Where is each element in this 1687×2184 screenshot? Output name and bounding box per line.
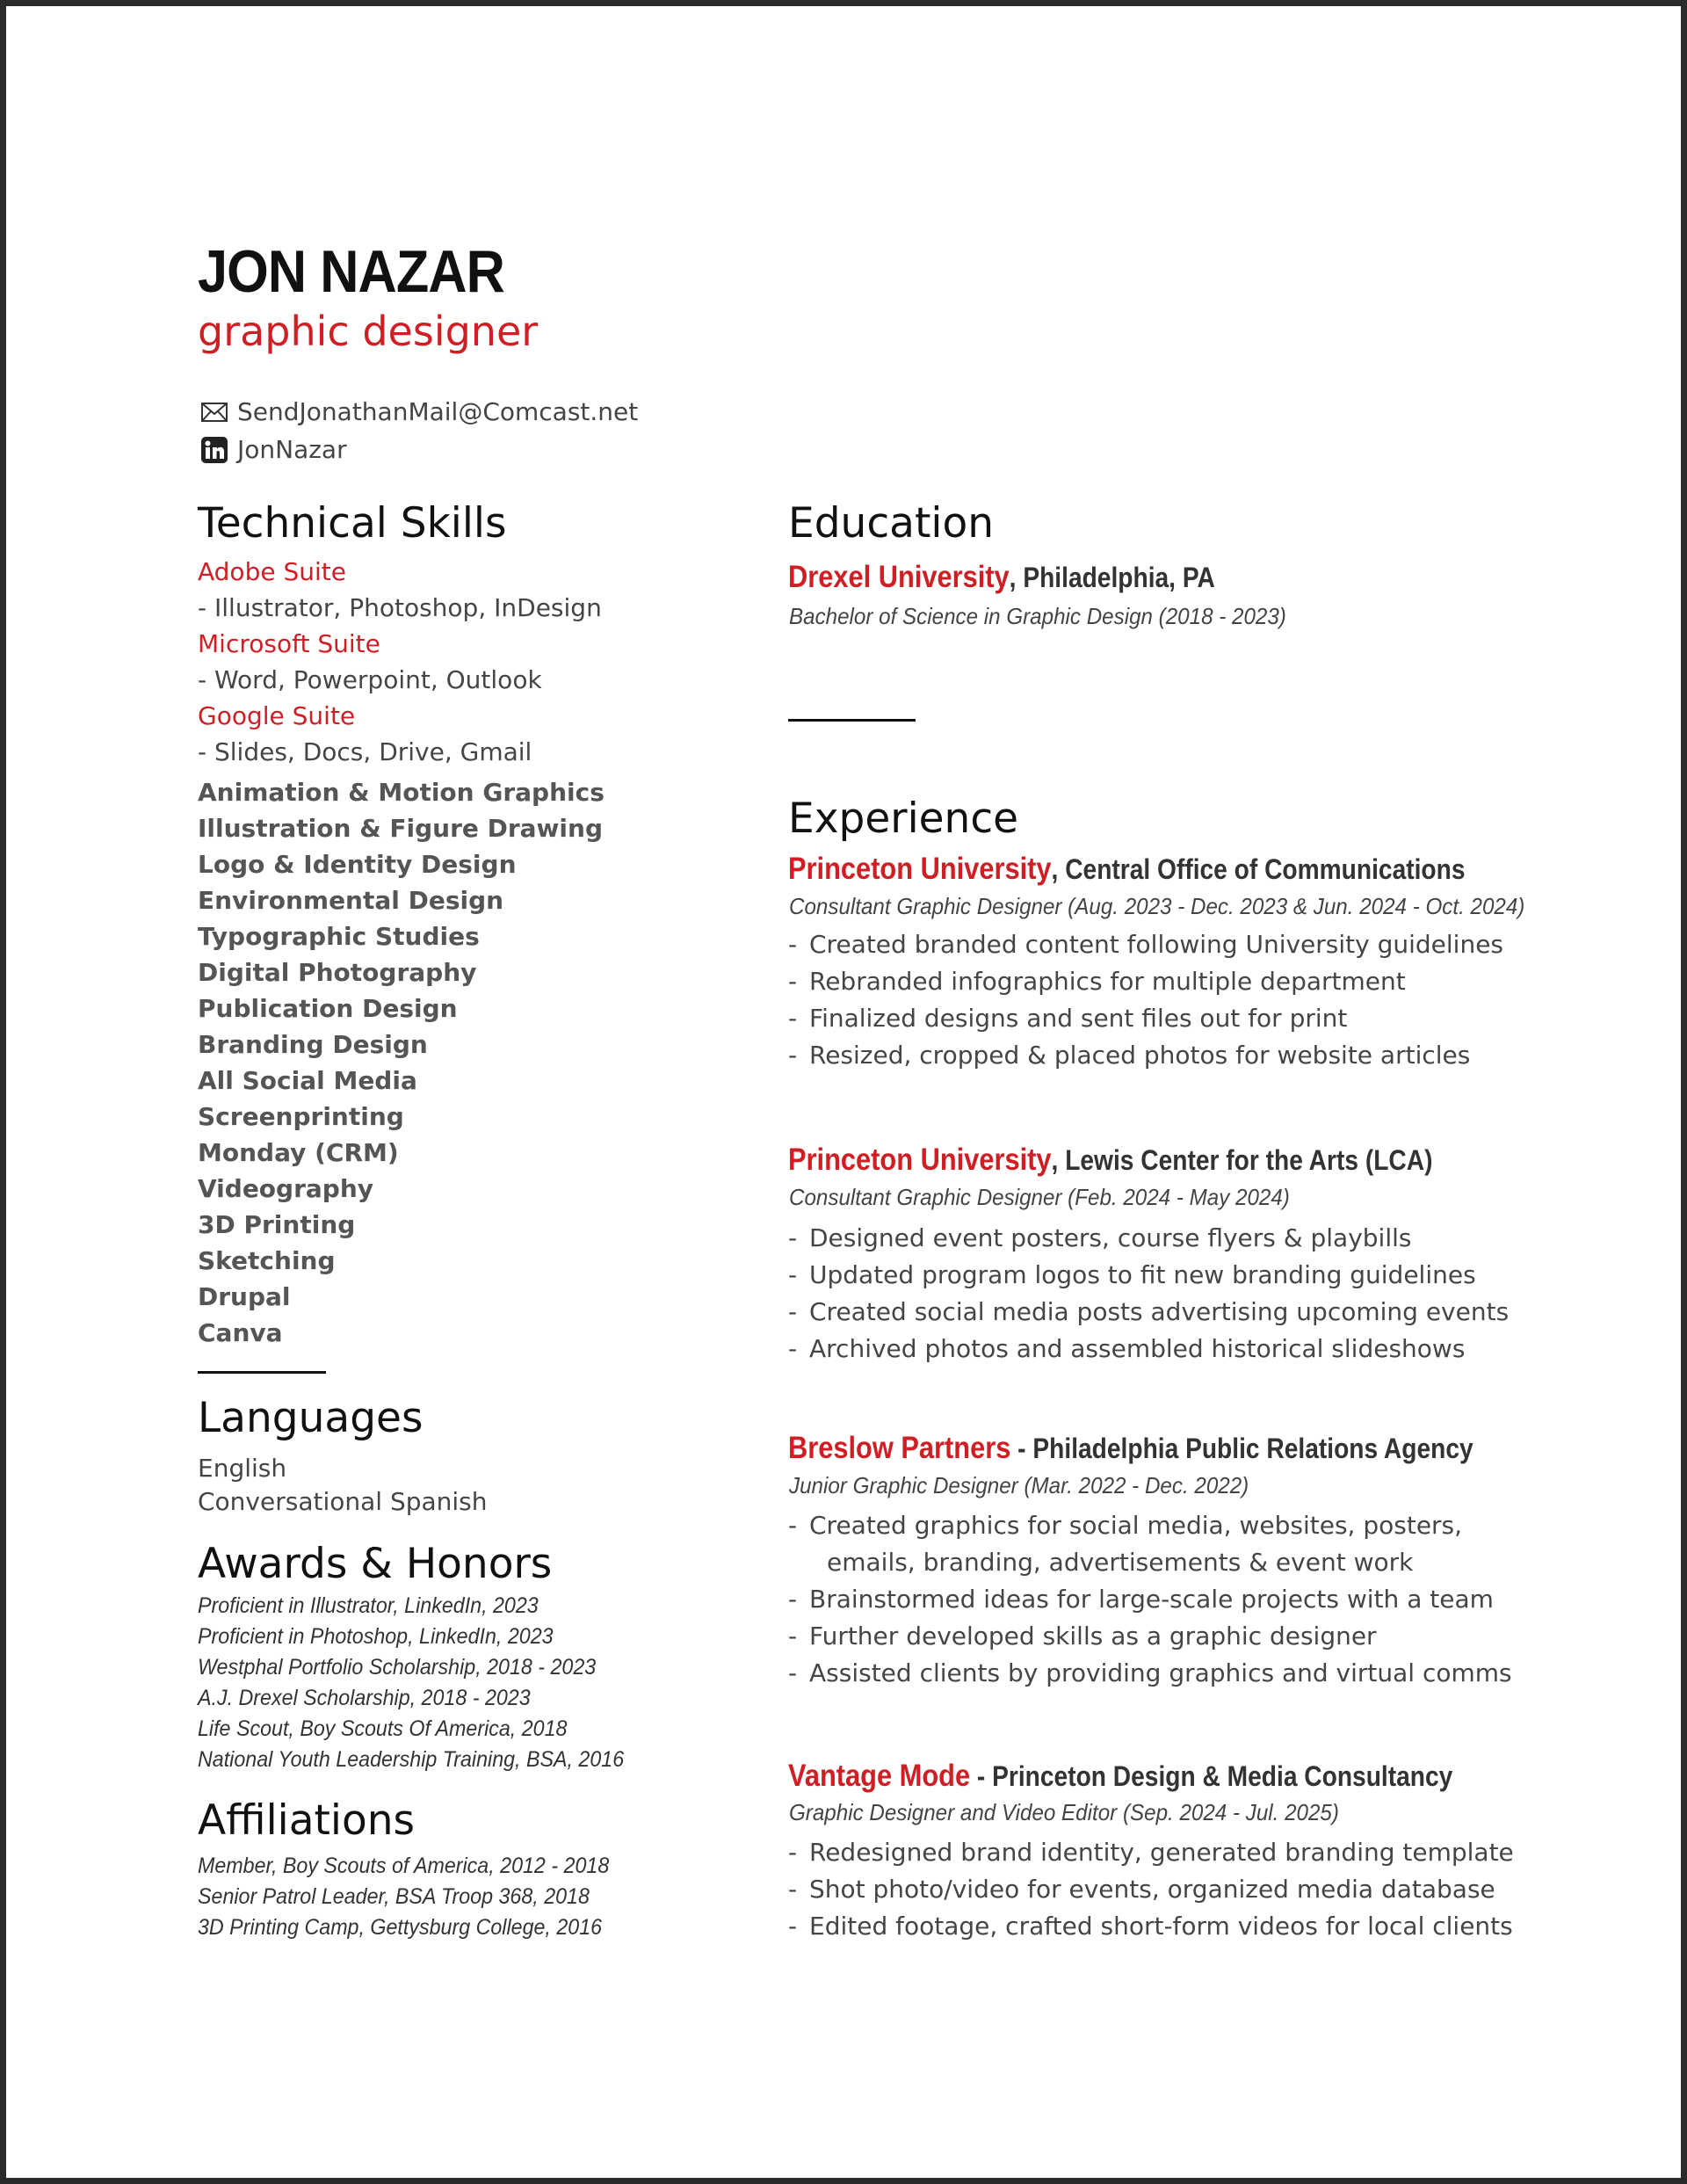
affiliations-list [198,1853,641,1945]
list-item: - Edited footage, crafted short-form videos for local clients [788,1912,1513,1941]
education-degree: Bachelor of Science in Graphic Design (2018 - 2023) [789,603,1286,629]
list-item: National Youth Leadership Training, BSA, 2016 [198,1747,625,1772]
awards-heading: Awards & Honors [198,1540,553,1588]
email-contact[interactable] [200,397,638,426]
job-2-bullets [788,1223,1509,1371]
list-item: - Archived photos and assembled historical slideshows [788,1334,1466,1363]
list-item: - Resized, cropped & placed photos for website articles [788,1041,1471,1070]
job-3-title [788,1431,1473,1466]
skill-category-google-items: - Slides, Docs, Drive, Gmail [198,737,532,766]
section-divider [198,1371,326,1374]
skills-list [198,779,605,1355]
list-item: Videography [198,1174,374,1203]
mail-icon [200,399,228,425]
job-1-dates: Consultant Graphic Designer (Aug. 2023 - Dec. 2023 & Jun. 2024 - Oct. 2024) [789,893,1525,919]
linkedin-contact[interactable] [200,435,347,464]
list-item: Digital Photography [198,958,477,987]
skill-category-adobe-items: - Illustrator, Photoshop, InDesign [198,593,602,622]
school-location: , Philadelphia, PA [1009,562,1215,593]
list-item: Canva [198,1318,283,1347]
job-2-detail: , Lewis Center for the Arts (LCA) [1051,1144,1433,1176]
experience-heading: Experience [788,795,1019,843]
language-english: English [198,1454,287,1483]
list-item: - Created branded content following University guidelines [788,930,1504,959]
list-item: - Assisted clients by providing graphics and virtual comms [788,1658,1512,1687]
list-item: Environmental Design [198,886,504,915]
section-divider [788,719,916,722]
list-item: A.J. Drexel Scholarship, 2018 - 2023 [198,1686,531,1710]
list-item: Member, Boy Scouts of America, 2012 - 2018 [198,1854,610,1878]
list-item: - Shot photo/video for events, organized media database [788,1875,1495,1904]
list-item: All Social Media [198,1066,417,1095]
job-1-title [788,852,1465,887]
list-item: Senior Patrol Leader, BSA Troop 368, 2018 [198,1884,590,1909]
skill-category-adobe: Adobe Suite [198,557,346,586]
list-item: - Brainstormed ideas for large-scale projects with a team [788,1585,1494,1614]
candidate-role: graphic designer [198,308,539,355]
list-item: - Updated program logos to fit new branding guidelines [788,1260,1476,1289]
job-3-dates: Junior Graphic Designer (Mar. 2022 - Dec. 2022) [789,1472,1249,1498]
job-2-org: Princeton University [788,1143,1052,1177]
skill-category-microsoft-items: - Word, Powerpoint, Outlook [198,665,542,694]
language-spanish: Conversational Spanish [198,1487,488,1516]
job-2-title [788,1143,1432,1178]
list-item: - Rebranded infographics for multiple department [788,967,1406,996]
list-item: Drupal [198,1282,291,1311]
job-2-dates: Consultant Graphic Designer (Feb. 2024 - May 2024) [789,1184,1290,1210]
technical-skills-heading: Technical Skills [198,499,507,548]
list-item: Screenprinting [198,1102,404,1131]
job-4-detail: - Princeton Design & Media Consultancy [970,1760,1453,1792]
linkedin-icon [200,437,228,463]
list-item: - Finalized designs and sent files out for print [788,1004,1348,1033]
list-item: - Redesigned brand identity, generated branding template [788,1838,1514,1867]
job-3-org: Breslow Partners [788,1431,1011,1465]
job-3-bullets [788,1511,1512,1695]
job-4-org: Vantage Mode [788,1759,971,1793]
awards-list [198,1593,656,1777]
list-item: Animation & Motion Graphics [198,778,605,807]
list-item: Publication Design [198,994,458,1023]
skill-category-microsoft: Microsoft Suite [198,629,380,658]
list-item: - Created graphics for social media, websites, posters, [788,1511,1463,1540]
candidate-name: JON NAZAR [198,238,504,305]
list-item: Proficient in Illustrator, LinkedIn, 2023 [198,1593,539,1618]
list-item: Proficient in Photoshop, LinkedIn, 2023 [198,1624,554,1649]
list-item: Westphal Portfolio Scholarship, 2018 - 2023 [198,1655,597,1680]
list-item: emails, branding, advertisements & event work [827,1548,1414,1577]
list-item: 3D Printing Camp, Gettysburg College, 2016 [198,1915,603,1940]
job-1-org: Princeton University [788,852,1052,886]
skill-category-google: Google Suite [198,701,356,730]
list-item: Illustration & Figure Drawing [198,814,604,843]
list-item: - Further developed skills as a graphic designer [788,1622,1377,1651]
job-4-dates: Graphic Designer and Video Editor (Sep. 2024 - Jul. 2025) [789,1799,1339,1825]
linkedin-text: JonNazar [237,435,347,464]
list-item: - Designed event posters, course flyers & playbills [788,1223,1412,1252]
email-text: SendJonathanMail@Comcast.net [237,397,639,426]
job-4-bullets [788,1838,1514,1948]
affiliations-heading: Affiliations [198,1796,416,1845]
languages-heading: Languages [198,1394,424,1442]
list-item: - Created social media posts advertising upcoming events [788,1297,1510,1326]
education-school [788,560,1215,595]
education-heading: Education [788,499,994,548]
job-4-title [788,1759,1452,1794]
list-item: Logo & Identity Design [198,850,517,879]
list-item: Typographic Studies [198,922,480,951]
list-item: Branding Design [198,1030,428,1059]
list-item: Life Scout, Boy Scouts Of America, 2018 [198,1716,568,1741]
list-item: Sketching [198,1246,336,1275]
list-item: Monday (CRM) [198,1138,399,1167]
job-1-bullets [788,930,1503,1077]
school-name: Drexel University [788,560,1010,594]
list-item: 3D Printing [198,1210,356,1239]
job-3-detail: - Philadelphia Public Relations Agency [1010,1433,1473,1464]
job-1-detail: , Central Office of Communications [1051,853,1466,885]
